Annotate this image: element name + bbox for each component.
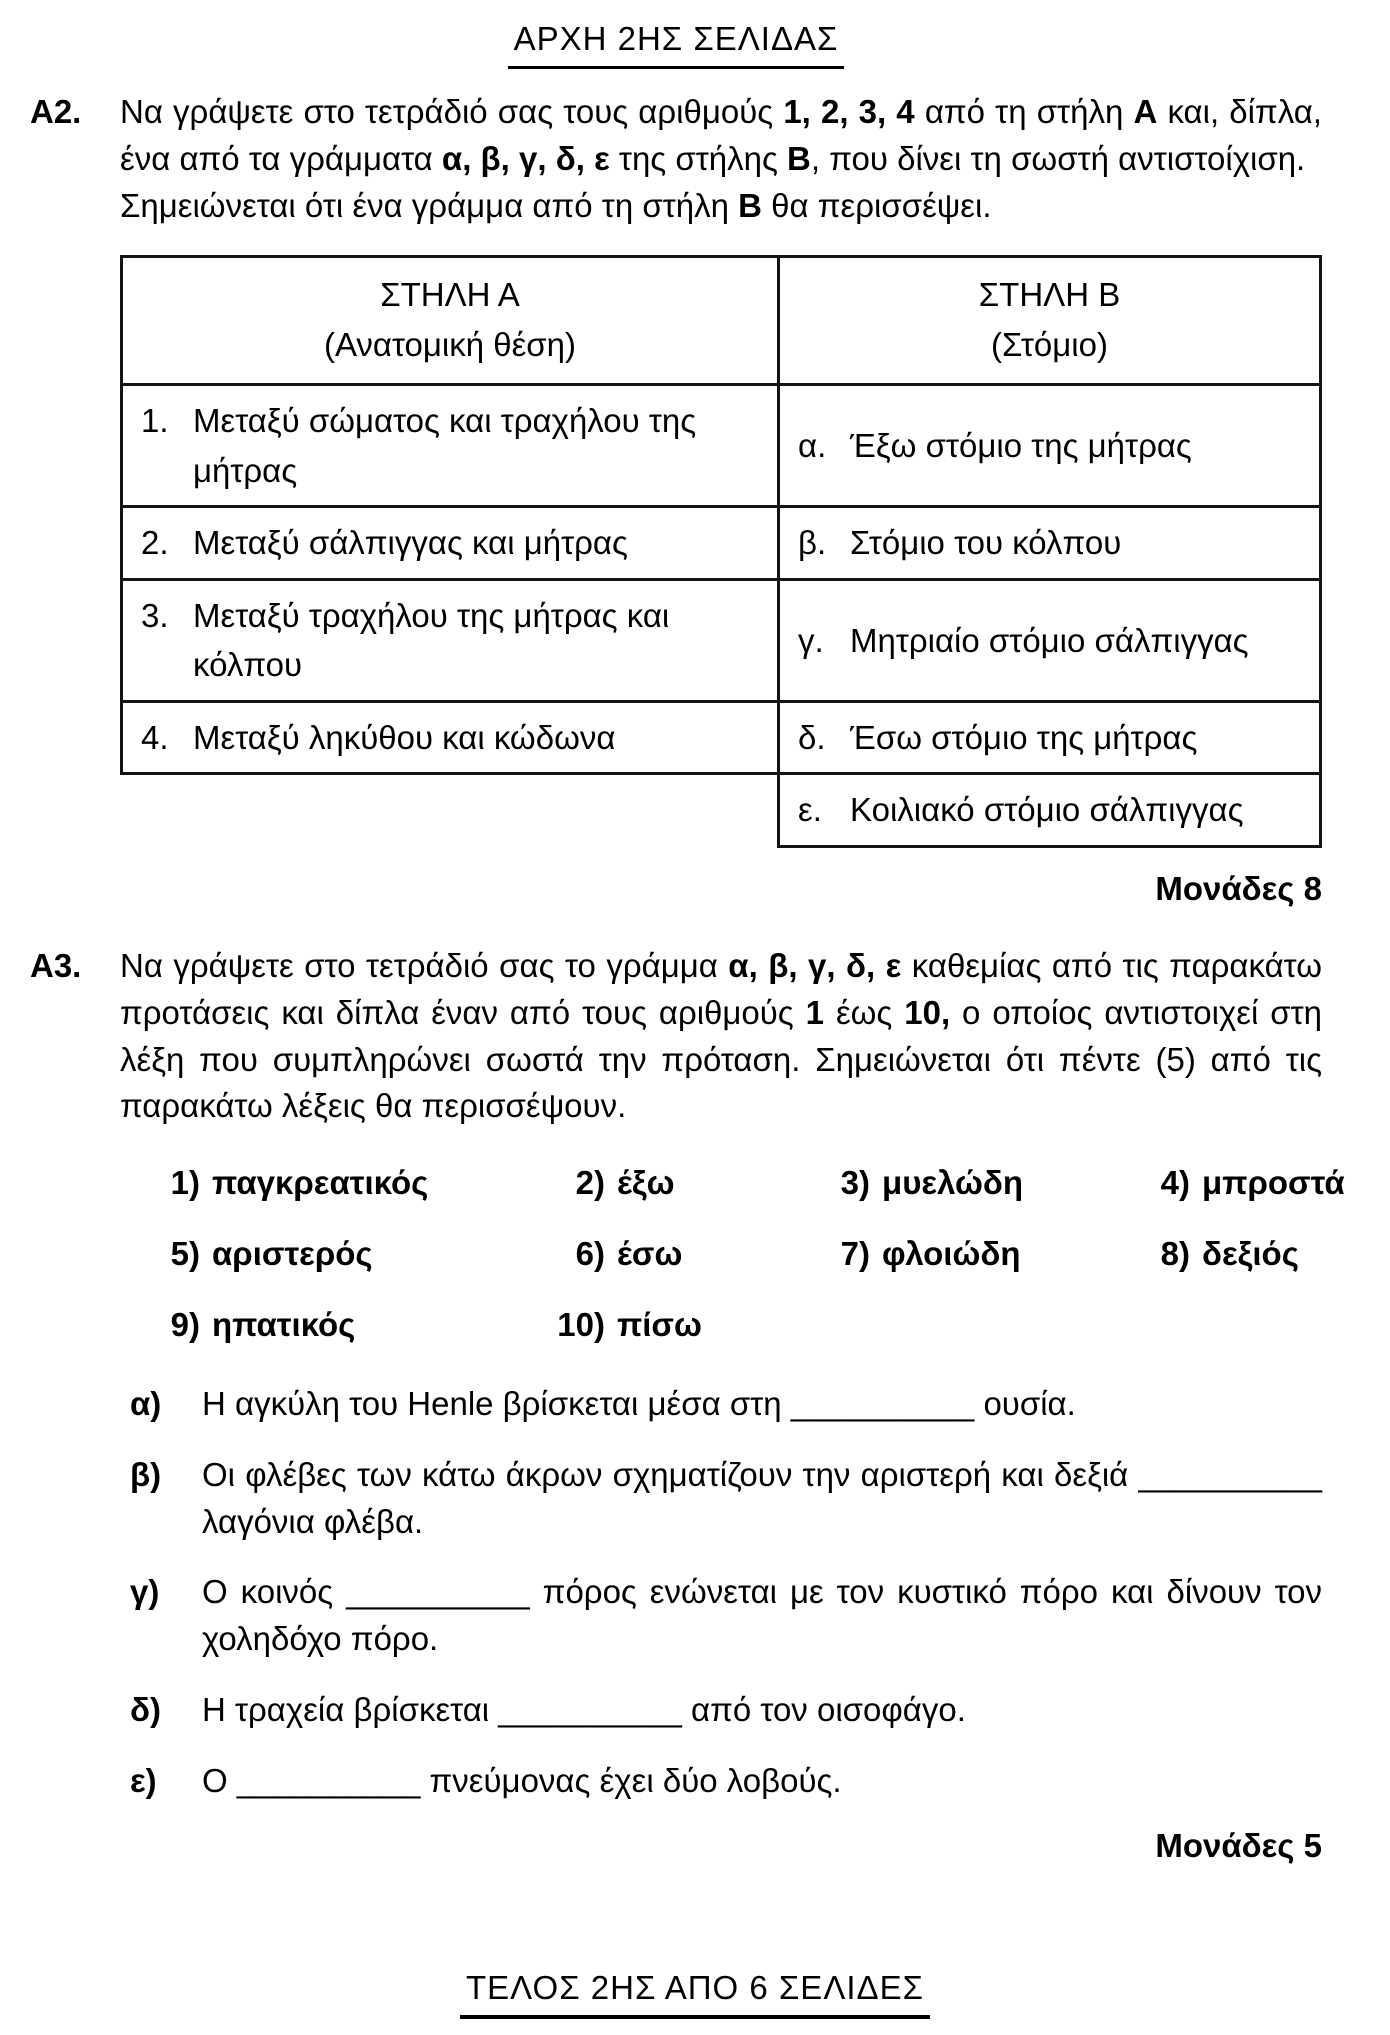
word-bank-number: 2) [575,1164,605,1202]
cell-a-1 [122,385,779,507]
column-b-header [779,257,1321,385]
sentence-alpha [120,1381,1322,1428]
cell-b-3 [779,579,1321,701]
word-bank-number: 5) [170,1235,200,1273]
table-row-5 [122,774,1321,847]
word-bank-word: αριστερός [212,1235,373,1273]
column-a-subtitle: (Ανατομική θέση) [323,325,577,363]
question-a2 [30,89,1322,230]
page-footer-text: ΤΕΛΟΣ 2ΗΣ ΑΠΟ 6 ΣΕΛΙΔΕΣ [460,1965,930,2019]
sentence-text: Η τραχεία βρίσκεται __________ από τον οισοφάγο. [202,1691,966,1729]
word-bank-word: φλοιώδη [882,1235,1021,1273]
word-bank-word: ηπατικός [212,1305,356,1343]
cell-b-2 [779,507,1321,580]
sentence-marker: γ) [130,1573,160,1611]
word-bank-item [545,1302,810,1349]
points-a2: Μονάδες 8 [1155,869,1322,907]
word-bank-item [545,1231,810,1278]
column-a-title: ΣΤΗΛΗ Α [380,276,520,314]
word-bank-number: 3) [840,1164,870,1202]
row-text: Στόμιο του κόλπου [850,524,1122,562]
table-row-3 [122,579,1321,701]
row-number: 4. [141,718,169,756]
column-b-subtitle: (Στόμιο) [991,325,1108,363]
row-number: 3. [141,596,169,634]
points-a3: Μονάδες 5 [1155,1826,1322,1864]
question-a3-body [120,943,1345,1870]
row-text: Μεταξύ ληκύθου και κώδωνα [193,718,616,756]
row-letter: α. [798,427,827,465]
fill-in-sentences [120,1381,1322,1805]
matching-table-header-row [122,257,1321,385]
row-text: Μεταξύ σάλπιγγας και μήτρας [193,524,628,562]
sentence-gamma [120,1569,1322,1663]
word-bank-item [810,1160,1130,1207]
sentence-text: Οι φλέβες των κάτω άκρων σχηματίζουν την αριστερή και δεξιά __________ λαγόνια φλέβα. [202,1455,1322,1540]
sentence-beta [120,1452,1322,1546]
row-number: 1. [141,402,169,440]
word-bank-item [810,1231,1130,1278]
cell-a-3 [122,579,779,701]
sentence-marker: α) [130,1384,162,1422]
sentence-marker: δ) [130,1691,162,1729]
sentence-text: Η αγκύλη του Henle βρίσκεται μέσα στη __________ ουσία. [202,1384,1076,1422]
word-bank-number: 7) [840,1235,870,1273]
table-row-2 [122,507,1321,580]
question-a2-label: Α2. [30,92,82,130]
row-letter: β. [798,524,827,562]
row-letter: ε. [798,791,822,829]
sentence-epsilon [120,1758,1322,1805]
question-a3-intro: Να γράψετε στο τετράδιό σας το γράμμα α, β, γ, δ, ε καθεμίας από τις παρακάτω προτάσεις και δίπλα έναν από τους αριθμούς 1 έως 10, ο οποίος αντιστοιχεί στη λέξη που συμπληρώνει σωστά την πρόταση. Σημειώνεται ότι πέντε (5) από τις παρακάτω λέξεις θα περισσέψουν. [120,946,1323,1125]
word-bank-number: 8) [1160,1235,1190,1273]
word-bank-number: 6) [575,1235,605,1273]
cell-a-5-empty [122,774,779,847]
sentence-delta [120,1687,1322,1734]
word-bank-word: έξω [617,1164,675,1202]
word-bank-word: πίσω [617,1305,702,1343]
page-header [30,16,1322,69]
question-a2-body [120,89,1322,230]
cell-a-2 [122,507,779,580]
word-bank-word: δεξιός [1202,1235,1299,1273]
row-letter: δ. [798,718,826,756]
row-number: 2. [141,524,169,562]
column-a-header [122,257,779,385]
page-header-text: ΑΡΧΗ 2ΗΣ ΣΕΛΙΔΑΣ [508,16,845,69]
sentence-text: Ο __________ πνεύμονας έχει δύο λοβούς. [202,1761,842,1799]
word-bank-word: μπροστά [1202,1164,1345,1202]
cell-b-5 [779,774,1321,847]
word-bank-number: 10) [557,1305,605,1343]
word-bank-item [140,1160,545,1207]
word-bank-item [140,1231,545,1278]
column-b-title: ΣΤΗΛΗ Β [978,276,1121,314]
row-text: Μητριαίο στόμιο σάλπιγγας [850,621,1249,659]
word-bank-item [545,1160,810,1207]
word-bank-item [1130,1160,1345,1207]
word-bank-word: μυελώδη [882,1164,1024,1202]
word-bank-item [140,1302,545,1349]
row-text: Μεταξύ σώματος και τραχήλου της μήτρας [193,402,697,489]
word-bank-item [1130,1231,1345,1278]
sentence-marker: ε) [130,1761,157,1799]
table-row-4 [122,701,1321,774]
row-text: Έξω στόμιο της μήτρας [850,427,1192,465]
question-a3-label: Α3. [30,946,82,984]
row-letter: γ. [798,621,824,659]
word-bank-number: 9) [170,1305,200,1343]
word-bank-number: 1) [170,1164,200,1202]
sentence-marker: β) [130,1455,162,1493]
table-row-1 [122,385,1321,507]
page-footer [0,1965,1390,2019]
word-bank [140,1160,1345,1349]
sentence-text: Ο κοινός __________ πόρος ενώνεται με τον κυστικό πόρο και δίνουν τον χοληδόχο πόρο. [202,1573,1322,1658]
word-bank-number: 4) [1160,1164,1190,1202]
question-a3 [30,943,1345,1870]
word-bank-word: παγκρεατικός [212,1164,429,1202]
matching-table [120,255,1322,848]
question-a2-note: Σημειώνεται ότι ένα γράμμα από τη στήλη Β θα περισσέψει. [120,186,992,224]
cell-b-4 [779,701,1321,774]
cell-b-1 [779,385,1321,507]
cell-a-4 [122,701,779,774]
row-text: Μεταξύ τραχήλου της μήτρας και κόλπου [193,596,670,684]
question-a2-intro: Να γράψετε στο τετράδιό σας τους αριθμούς 1, 2, 3, 4 από τη στήλη Α και, δίπλα, ένα από τα γράμματα α, β, γ, δ, ε της στήλης Β, που δίνει τη σωστή αντιστοίχιση. [120,92,1322,177]
row-text: Κοιλιακό στόμιο σάλπιγγας [850,791,1244,829]
row-text: Έσω στόμιο της μήτρας [850,718,1198,756]
word-bank-word: έσω [617,1235,683,1273]
